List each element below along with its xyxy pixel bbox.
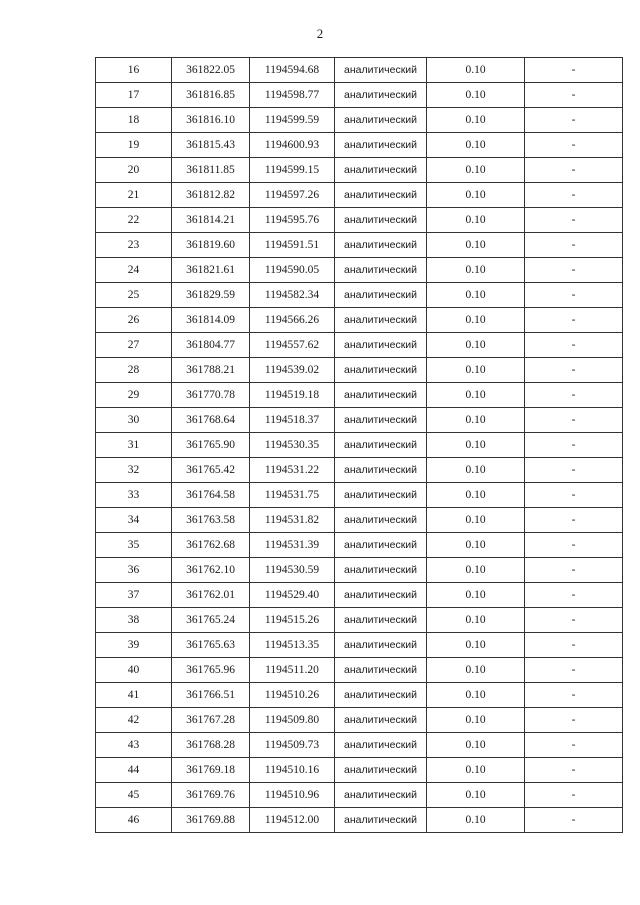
accuracy-cell: 0.10	[427, 583, 525, 608]
x-coordinate-cell: 361765.42	[172, 458, 250, 483]
accuracy-cell: 0.10	[427, 483, 525, 508]
description-cell: -	[525, 383, 623, 408]
description-cell: -	[525, 558, 623, 583]
x-coordinate-cell: 361762.10	[172, 558, 250, 583]
description-cell: -	[525, 308, 623, 333]
y-coordinate-cell: 1194513.35	[250, 633, 335, 658]
method-cell: аналитический	[335, 358, 427, 383]
point-number-cell: 33	[96, 483, 172, 508]
method-cell: аналитический	[335, 333, 427, 358]
method-cell: аналитический	[335, 758, 427, 783]
y-coordinate-cell: 1194510.16	[250, 758, 335, 783]
x-coordinate-cell: 361816.10	[172, 108, 250, 133]
table-row	[96, 183, 623, 208]
accuracy-cell: 0.10	[427, 758, 525, 783]
coordinates-table	[95, 57, 623, 833]
x-coordinate-cell: 361765.90	[172, 433, 250, 458]
table-row	[96, 608, 623, 633]
table-row	[96, 558, 623, 583]
x-coordinate-cell: 361762.68	[172, 533, 250, 558]
description-cell: -	[525, 58, 623, 83]
x-coordinate-cell: 361764.58	[172, 483, 250, 508]
point-number-cell: 35	[96, 533, 172, 558]
table-row	[96, 283, 623, 308]
point-number-cell: 32	[96, 458, 172, 483]
point-number-cell: 46	[96, 808, 172, 833]
description-cell: -	[525, 133, 623, 158]
point-number-cell: 40	[96, 658, 172, 683]
method-cell: аналитический	[335, 583, 427, 608]
y-coordinate-cell: 1194530.59	[250, 558, 335, 583]
method-cell: аналитический	[335, 283, 427, 308]
description-cell: -	[525, 633, 623, 658]
x-coordinate-cell: 361814.21	[172, 208, 250, 233]
accuracy-cell: 0.10	[427, 508, 525, 533]
method-cell: аналитический	[335, 733, 427, 758]
y-coordinate-cell: 1194531.39	[250, 533, 335, 558]
description-cell: -	[525, 158, 623, 183]
y-coordinate-cell: 1194509.80	[250, 708, 335, 733]
y-coordinate-cell: 1194600.93	[250, 133, 335, 158]
x-coordinate-cell: 361814.09	[172, 308, 250, 333]
method-cell: аналитический	[335, 408, 427, 433]
description-cell: -	[525, 733, 623, 758]
y-coordinate-cell: 1194594.68	[250, 58, 335, 83]
description-cell: -	[525, 208, 623, 233]
accuracy-cell: 0.10	[427, 383, 525, 408]
y-coordinate-cell: 1194566.26	[250, 308, 335, 333]
accuracy-cell: 0.10	[427, 258, 525, 283]
accuracy-cell: 0.10	[427, 108, 525, 133]
method-cell: аналитический	[335, 708, 427, 733]
accuracy-cell: 0.10	[427, 608, 525, 633]
y-coordinate-cell: 1194531.22	[250, 458, 335, 483]
coordinates-table-body	[96, 58, 623, 833]
table-row	[96, 333, 623, 358]
table-row	[96, 158, 623, 183]
x-coordinate-cell: 361811.85	[172, 158, 250, 183]
table-row	[96, 783, 623, 808]
y-coordinate-cell: 1194530.35	[250, 433, 335, 458]
x-coordinate-cell: 361763.58	[172, 508, 250, 533]
accuracy-cell: 0.10	[427, 58, 525, 83]
y-coordinate-cell: 1194599.15	[250, 158, 335, 183]
description-cell: -	[525, 83, 623, 108]
table-row	[96, 458, 623, 483]
description-cell: -	[525, 258, 623, 283]
method-cell: аналитический	[335, 633, 427, 658]
table-row	[96, 108, 623, 133]
accuracy-cell: 0.10	[427, 708, 525, 733]
accuracy-cell: 0.10	[427, 233, 525, 258]
table-row	[96, 483, 623, 508]
table-row	[96, 383, 623, 408]
table-row	[96, 808, 623, 833]
description-cell: -	[525, 808, 623, 833]
table-row	[96, 258, 623, 283]
x-coordinate-cell: 361765.96	[172, 658, 250, 683]
table-row	[96, 433, 623, 458]
method-cell: аналитический	[335, 558, 427, 583]
x-coordinate-cell: 361815.43	[172, 133, 250, 158]
point-number-cell: 44	[96, 758, 172, 783]
point-number-cell: 27	[96, 333, 172, 358]
y-coordinate-cell: 1194598.77	[250, 83, 335, 108]
table-row	[96, 58, 623, 83]
method-cell: аналитический	[335, 608, 427, 633]
x-coordinate-cell: 361804.77	[172, 333, 250, 358]
point-number-cell: 31	[96, 433, 172, 458]
method-cell: аналитический	[335, 133, 427, 158]
x-coordinate-cell: 361829.59	[172, 283, 250, 308]
description-cell: -	[525, 483, 623, 508]
table-row	[96, 408, 623, 433]
y-coordinate-cell: 1194599.59	[250, 108, 335, 133]
description-cell: -	[525, 333, 623, 358]
accuracy-cell: 0.10	[427, 158, 525, 183]
point-number-cell: 42	[96, 708, 172, 733]
method-cell: аналитический	[335, 433, 427, 458]
point-number-cell: 28	[96, 358, 172, 383]
table-row	[96, 733, 623, 758]
y-coordinate-cell: 1194529.40	[250, 583, 335, 608]
y-coordinate-cell: 1194582.34	[250, 283, 335, 308]
y-coordinate-cell: 1194512.00	[250, 808, 335, 833]
point-number-cell: 29	[96, 383, 172, 408]
point-number-cell: 38	[96, 608, 172, 633]
y-coordinate-cell: 1194510.26	[250, 683, 335, 708]
method-cell: аналитический	[335, 383, 427, 408]
point-number-cell: 16	[96, 58, 172, 83]
table-row	[96, 208, 623, 233]
accuracy-cell: 0.10	[427, 658, 525, 683]
x-coordinate-cell: 361812.82	[172, 183, 250, 208]
y-coordinate-cell: 1194531.82	[250, 508, 335, 533]
accuracy-cell: 0.10	[427, 408, 525, 433]
table-row	[96, 233, 623, 258]
point-number-cell: 26	[96, 308, 172, 333]
point-number-cell: 23	[96, 233, 172, 258]
x-coordinate-cell: 361765.63	[172, 633, 250, 658]
x-coordinate-cell: 361768.28	[172, 733, 250, 758]
table-row	[96, 683, 623, 708]
method-cell: аналитический	[335, 83, 427, 108]
method-cell: аналитический	[335, 483, 427, 508]
method-cell: аналитический	[335, 208, 427, 233]
point-number-cell: 18	[96, 108, 172, 133]
table-row	[96, 83, 623, 108]
accuracy-cell: 0.10	[427, 283, 525, 308]
point-number-cell: 30	[96, 408, 172, 433]
method-cell: аналитический	[335, 58, 427, 83]
accuracy-cell: 0.10	[427, 558, 525, 583]
y-coordinate-cell: 1194595.76	[250, 208, 335, 233]
point-number-cell: 43	[96, 733, 172, 758]
x-coordinate-cell: 361816.85	[172, 83, 250, 108]
point-number-cell: 34	[96, 508, 172, 533]
point-number-cell: 20	[96, 158, 172, 183]
table-row	[96, 358, 623, 383]
accuracy-cell: 0.10	[427, 133, 525, 158]
x-coordinate-cell: 361788.21	[172, 358, 250, 383]
table-row	[96, 533, 623, 558]
method-cell: аналитический	[335, 258, 427, 283]
accuracy-cell: 0.10	[427, 783, 525, 808]
description-cell: -	[525, 408, 623, 433]
accuracy-cell: 0.10	[427, 808, 525, 833]
x-coordinate-cell: 361819.60	[172, 233, 250, 258]
method-cell: аналитический	[335, 783, 427, 808]
x-coordinate-cell: 361821.61	[172, 258, 250, 283]
x-coordinate-cell: 361769.18	[172, 758, 250, 783]
accuracy-cell: 0.10	[427, 633, 525, 658]
accuracy-cell: 0.10	[427, 183, 525, 208]
accuracy-cell: 0.10	[427, 83, 525, 108]
y-coordinate-cell: 1194531.75	[250, 483, 335, 508]
accuracy-cell: 0.10	[427, 208, 525, 233]
y-coordinate-cell: 1194515.26	[250, 608, 335, 633]
method-cell: аналитический	[335, 458, 427, 483]
y-coordinate-cell: 1194510.96	[250, 783, 335, 808]
accuracy-cell: 0.10	[427, 533, 525, 558]
table-row	[96, 133, 623, 158]
point-number-cell: 39	[96, 633, 172, 658]
point-number-cell: 24	[96, 258, 172, 283]
description-cell: -	[525, 583, 623, 608]
point-number-cell: 19	[96, 133, 172, 158]
table-row	[96, 708, 623, 733]
method-cell: аналитический	[335, 658, 427, 683]
table-row	[96, 633, 623, 658]
x-coordinate-cell: 361822.05	[172, 58, 250, 83]
point-number-cell: 21	[96, 183, 172, 208]
y-coordinate-cell: 1194509.73	[250, 733, 335, 758]
y-coordinate-cell: 1194557.62	[250, 333, 335, 358]
table-row	[96, 508, 623, 533]
point-number-cell: 22	[96, 208, 172, 233]
x-coordinate-cell: 361767.28	[172, 708, 250, 733]
description-cell: -	[525, 608, 623, 633]
description-cell: -	[525, 358, 623, 383]
y-coordinate-cell: 1194511.20	[250, 658, 335, 683]
description-cell: -	[525, 283, 623, 308]
method-cell: аналитический	[335, 308, 427, 333]
description-cell: -	[525, 183, 623, 208]
method-cell: аналитический	[335, 683, 427, 708]
y-coordinate-cell: 1194597.26	[250, 183, 335, 208]
method-cell: аналитический	[335, 233, 427, 258]
point-number-cell: 17	[96, 83, 172, 108]
accuracy-cell: 0.10	[427, 733, 525, 758]
description-cell: -	[525, 658, 623, 683]
description-cell: -	[525, 533, 623, 558]
description-cell: -	[525, 783, 623, 808]
method-cell: аналитический	[335, 158, 427, 183]
description-cell: -	[525, 683, 623, 708]
table-row	[96, 583, 623, 608]
y-coordinate-cell: 1194539.02	[250, 358, 335, 383]
y-coordinate-cell: 1194518.37	[250, 408, 335, 433]
method-cell: аналитический	[335, 183, 427, 208]
description-cell: -	[525, 708, 623, 733]
table-row	[96, 308, 623, 333]
description-cell: -	[525, 108, 623, 133]
y-coordinate-cell: 1194519.18	[250, 383, 335, 408]
accuracy-cell: 0.10	[427, 458, 525, 483]
x-coordinate-cell: 361766.51	[172, 683, 250, 708]
point-number-cell: 37	[96, 583, 172, 608]
page-number: 2	[316, 26, 324, 41]
x-coordinate-cell: 361762.01	[172, 583, 250, 608]
accuracy-cell: 0.10	[427, 433, 525, 458]
description-cell: -	[525, 758, 623, 783]
method-cell: аналитический	[335, 533, 427, 558]
y-coordinate-cell: 1194590.05	[250, 258, 335, 283]
accuracy-cell: 0.10	[427, 683, 525, 708]
method-cell: аналитический	[335, 808, 427, 833]
description-cell: -	[525, 458, 623, 483]
point-number-cell: 36	[96, 558, 172, 583]
description-cell: -	[525, 433, 623, 458]
x-coordinate-cell: 361769.76	[172, 783, 250, 808]
accuracy-cell: 0.10	[427, 358, 525, 383]
point-number-cell: 45	[96, 783, 172, 808]
point-number-cell: 41	[96, 683, 172, 708]
description-cell: -	[525, 508, 623, 533]
point-number-cell: 25	[96, 283, 172, 308]
x-coordinate-cell: 361765.24	[172, 608, 250, 633]
x-coordinate-cell: 361768.64	[172, 408, 250, 433]
accuracy-cell: 0.10	[427, 333, 525, 358]
method-cell: аналитический	[335, 508, 427, 533]
y-coordinate-cell: 1194591.51	[250, 233, 335, 258]
accuracy-cell: 0.10	[427, 308, 525, 333]
table-row	[96, 758, 623, 783]
table-row	[96, 658, 623, 683]
description-cell: -	[525, 233, 623, 258]
x-coordinate-cell: 361770.78	[172, 383, 250, 408]
x-coordinate-cell: 361769.88	[172, 808, 250, 833]
method-cell: аналитический	[335, 108, 427, 133]
